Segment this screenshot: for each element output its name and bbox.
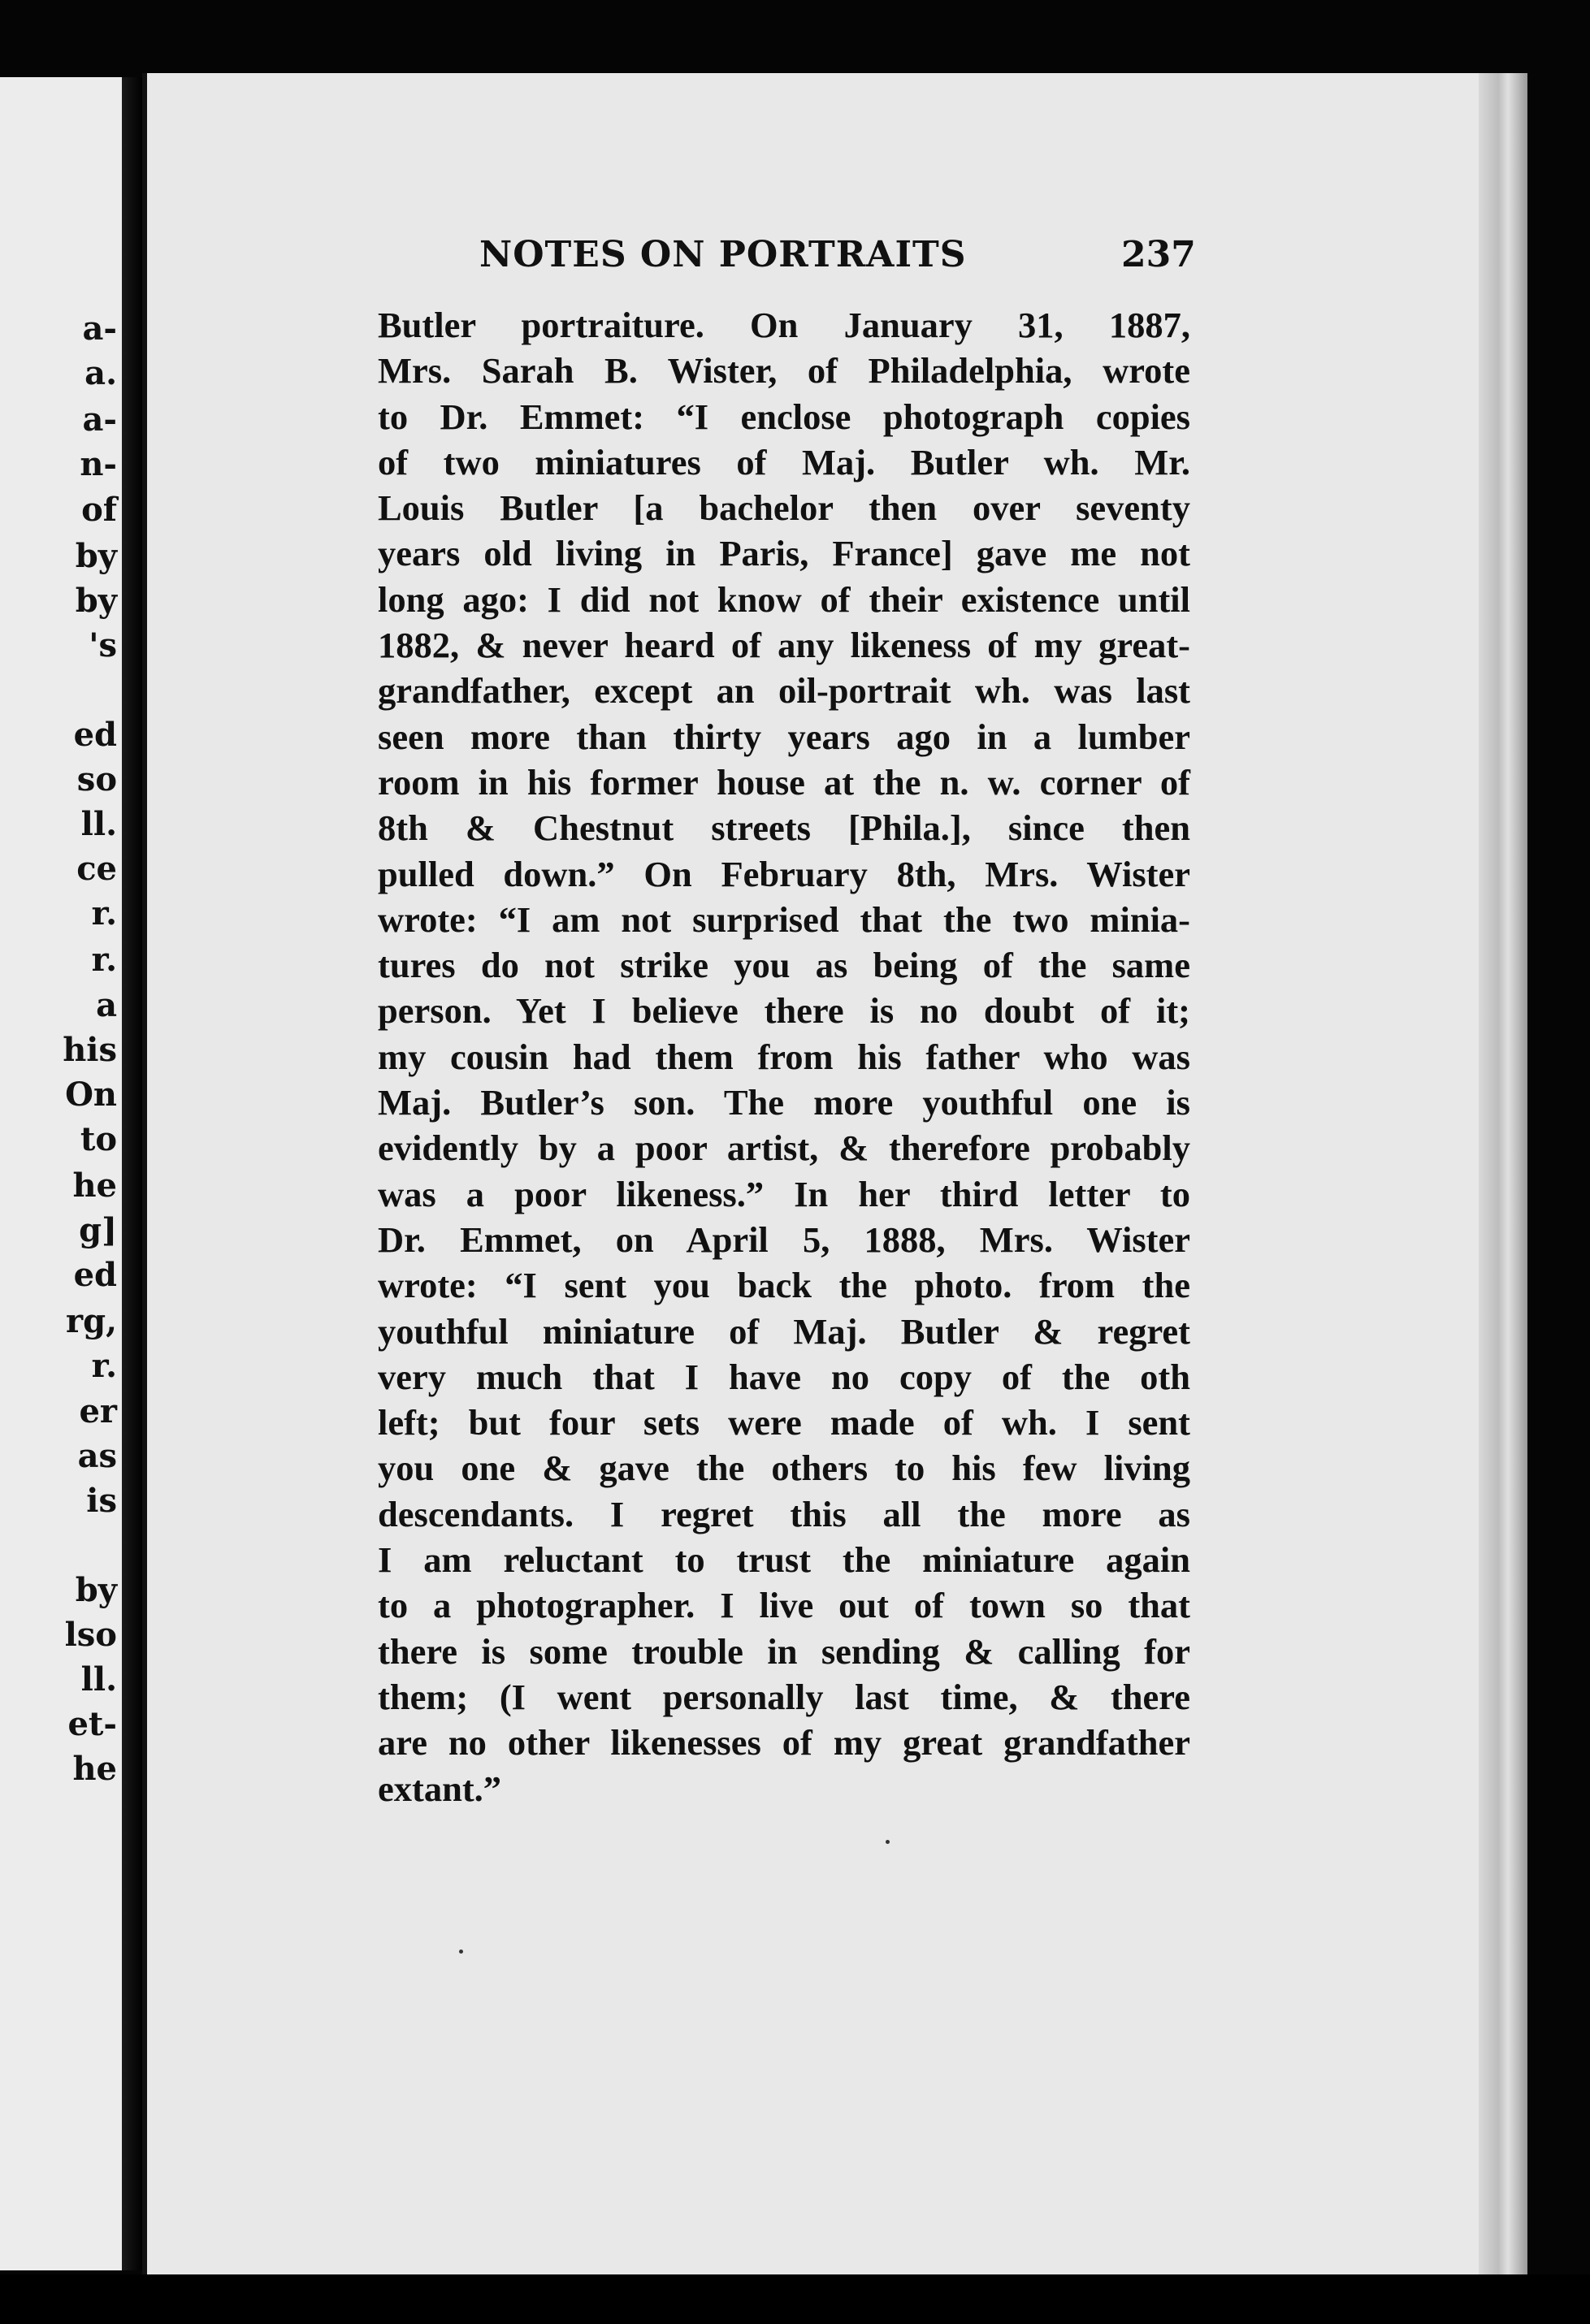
text-line: to Dr. Emmet: “I enclose photograph copies [378,396,1190,437]
facing-page-fragment: lso [64,1616,117,1654]
running-head [0,234,1590,283]
facing-page-fragment: is [86,1482,117,1520]
text-line: Dr. Emmet, on April 5, 1888, Mrs. Wister [378,1218,1190,1260]
facing-page-fragment: of [81,491,117,529]
facing-page-fragment: he [72,1166,117,1205]
text-line: years old living in Paris, France] gave me not [378,533,1190,574]
facing-page-fragment: as [77,1437,117,1475]
text-line: wrote: “I am not surprised that the two minia- [378,898,1190,940]
scan-speck [886,1840,890,1844]
facing-page-fragment: ll. [80,1660,117,1699]
text-line: wrote: “I sent you back the photo. from the [378,1265,1190,1306]
facing-page-strip [0,77,122,2270]
text-line: long ago: I did not know of their existence until [378,578,1190,620]
facing-page-fragment: ed [73,1256,117,1294]
text-line: left; but four sets were made of wh. I sent [378,1402,1190,1443]
facing-page-fragment: by [75,582,117,620]
running-title: NOTES ON PORTRAITS [479,234,967,275]
text-line: I am reluctant to trust the miniature again [378,1539,1190,1581]
facing-page-fragment: so [76,760,117,798]
text-line: 8th & Chestnut streets [Phila.], since then [378,807,1190,849]
facing-page-fragment: 's [89,626,117,664]
text-line: very much that I have no copy of the oth [378,1356,1190,1397]
text-line: of two miniatures of Maj. Butler wh. Mr. [378,441,1190,483]
text-line: Louis Butler [a bachelor then over seventy [378,487,1190,529]
text-line: room in his former house at the n. w. corner of [378,761,1190,803]
gutter-shadow [122,77,142,2270]
text-line: pulled down.” On February 8th, Mrs. Wister [378,853,1190,894]
facing-page-fragment: et- [67,1705,117,1743]
text-line: youthful miniature of Maj. Butler & regret [378,1310,1190,1352]
facing-page-fragment: by [75,537,117,575]
text-line: Mrs. Sarah B. Wister, of Philadelphia, wrote [378,350,1190,392]
text-line: person. Yet I believe there is no doubt of it; [378,990,1190,1032]
text-line: Maj. Butler’s son. The more youthful one is [378,1082,1190,1123]
facing-page-fragment: ed [73,716,117,754]
facing-page-fragment: n- [80,445,117,483]
scan-bottom-border [0,2274,1590,2324]
facing-page-fragment: ll. [80,805,117,843]
facing-page-fragment: rg, [66,1302,117,1340]
facing-page-fragment: a. [84,354,117,392]
text-line: to a photographer. I live out of town so that [378,1585,1190,1626]
text-line: evidently by a poor artist, & therefore probably [378,1127,1190,1169]
facing-page-fragment: his [63,1031,117,1069]
text-line: extant.” [378,1768,502,1809]
text-line: tures do not strike you as being of the same [378,945,1190,986]
text-line: my cousin had them from his father who was [378,1036,1190,1077]
text-line: Butler portraiture. On January 31, 1887, [378,305,1190,345]
facing-page-fragment: er [79,1392,117,1430]
facing-page-fragment: he [72,1750,117,1788]
facing-page-fragment: by [75,1571,117,1609]
text-line: are no other likenesses of my great grandfather [378,1722,1190,1764]
facing-page-fragment: a [96,986,117,1024]
facing-page-fragment: On [65,1075,117,1114]
facing-page-fragment: ce [76,850,117,888]
facing-page-fragment: r. [91,894,117,933]
text-line: descendants. I regret this all the more as [378,1493,1190,1534]
facing-page-fragment: to [80,1120,117,1158]
body-text [378,302,1190,1811]
page-edge [1479,73,1527,2283]
text-line: you one & gave the others to his few living [378,1448,1190,1489]
scan-speck [459,1950,463,1954]
text-line: was a poor likeness.” In her third letter to [378,1173,1190,1214]
facing-page-fragment: a- [82,309,117,348]
page-number: 237 [1121,234,1196,275]
facing-page-fragment: a- [82,400,117,439]
facing-page-fragment: r. [91,1347,117,1385]
text-line: seen more than thirty years ago in a lumber [378,716,1190,757]
facing-page-fragment: r. [91,941,117,979]
text-line: 1882, & never heard of any likeness of my great- [378,625,1190,666]
facing-page-fragment: g] [79,1211,117,1249]
text-line: there is some trouble in sending & calling for [378,1630,1190,1672]
text-line: grandfather, except an oil-portrait wh. was last [378,670,1190,712]
text-line: them; (I went personally last time, & there [378,1676,1190,1717]
